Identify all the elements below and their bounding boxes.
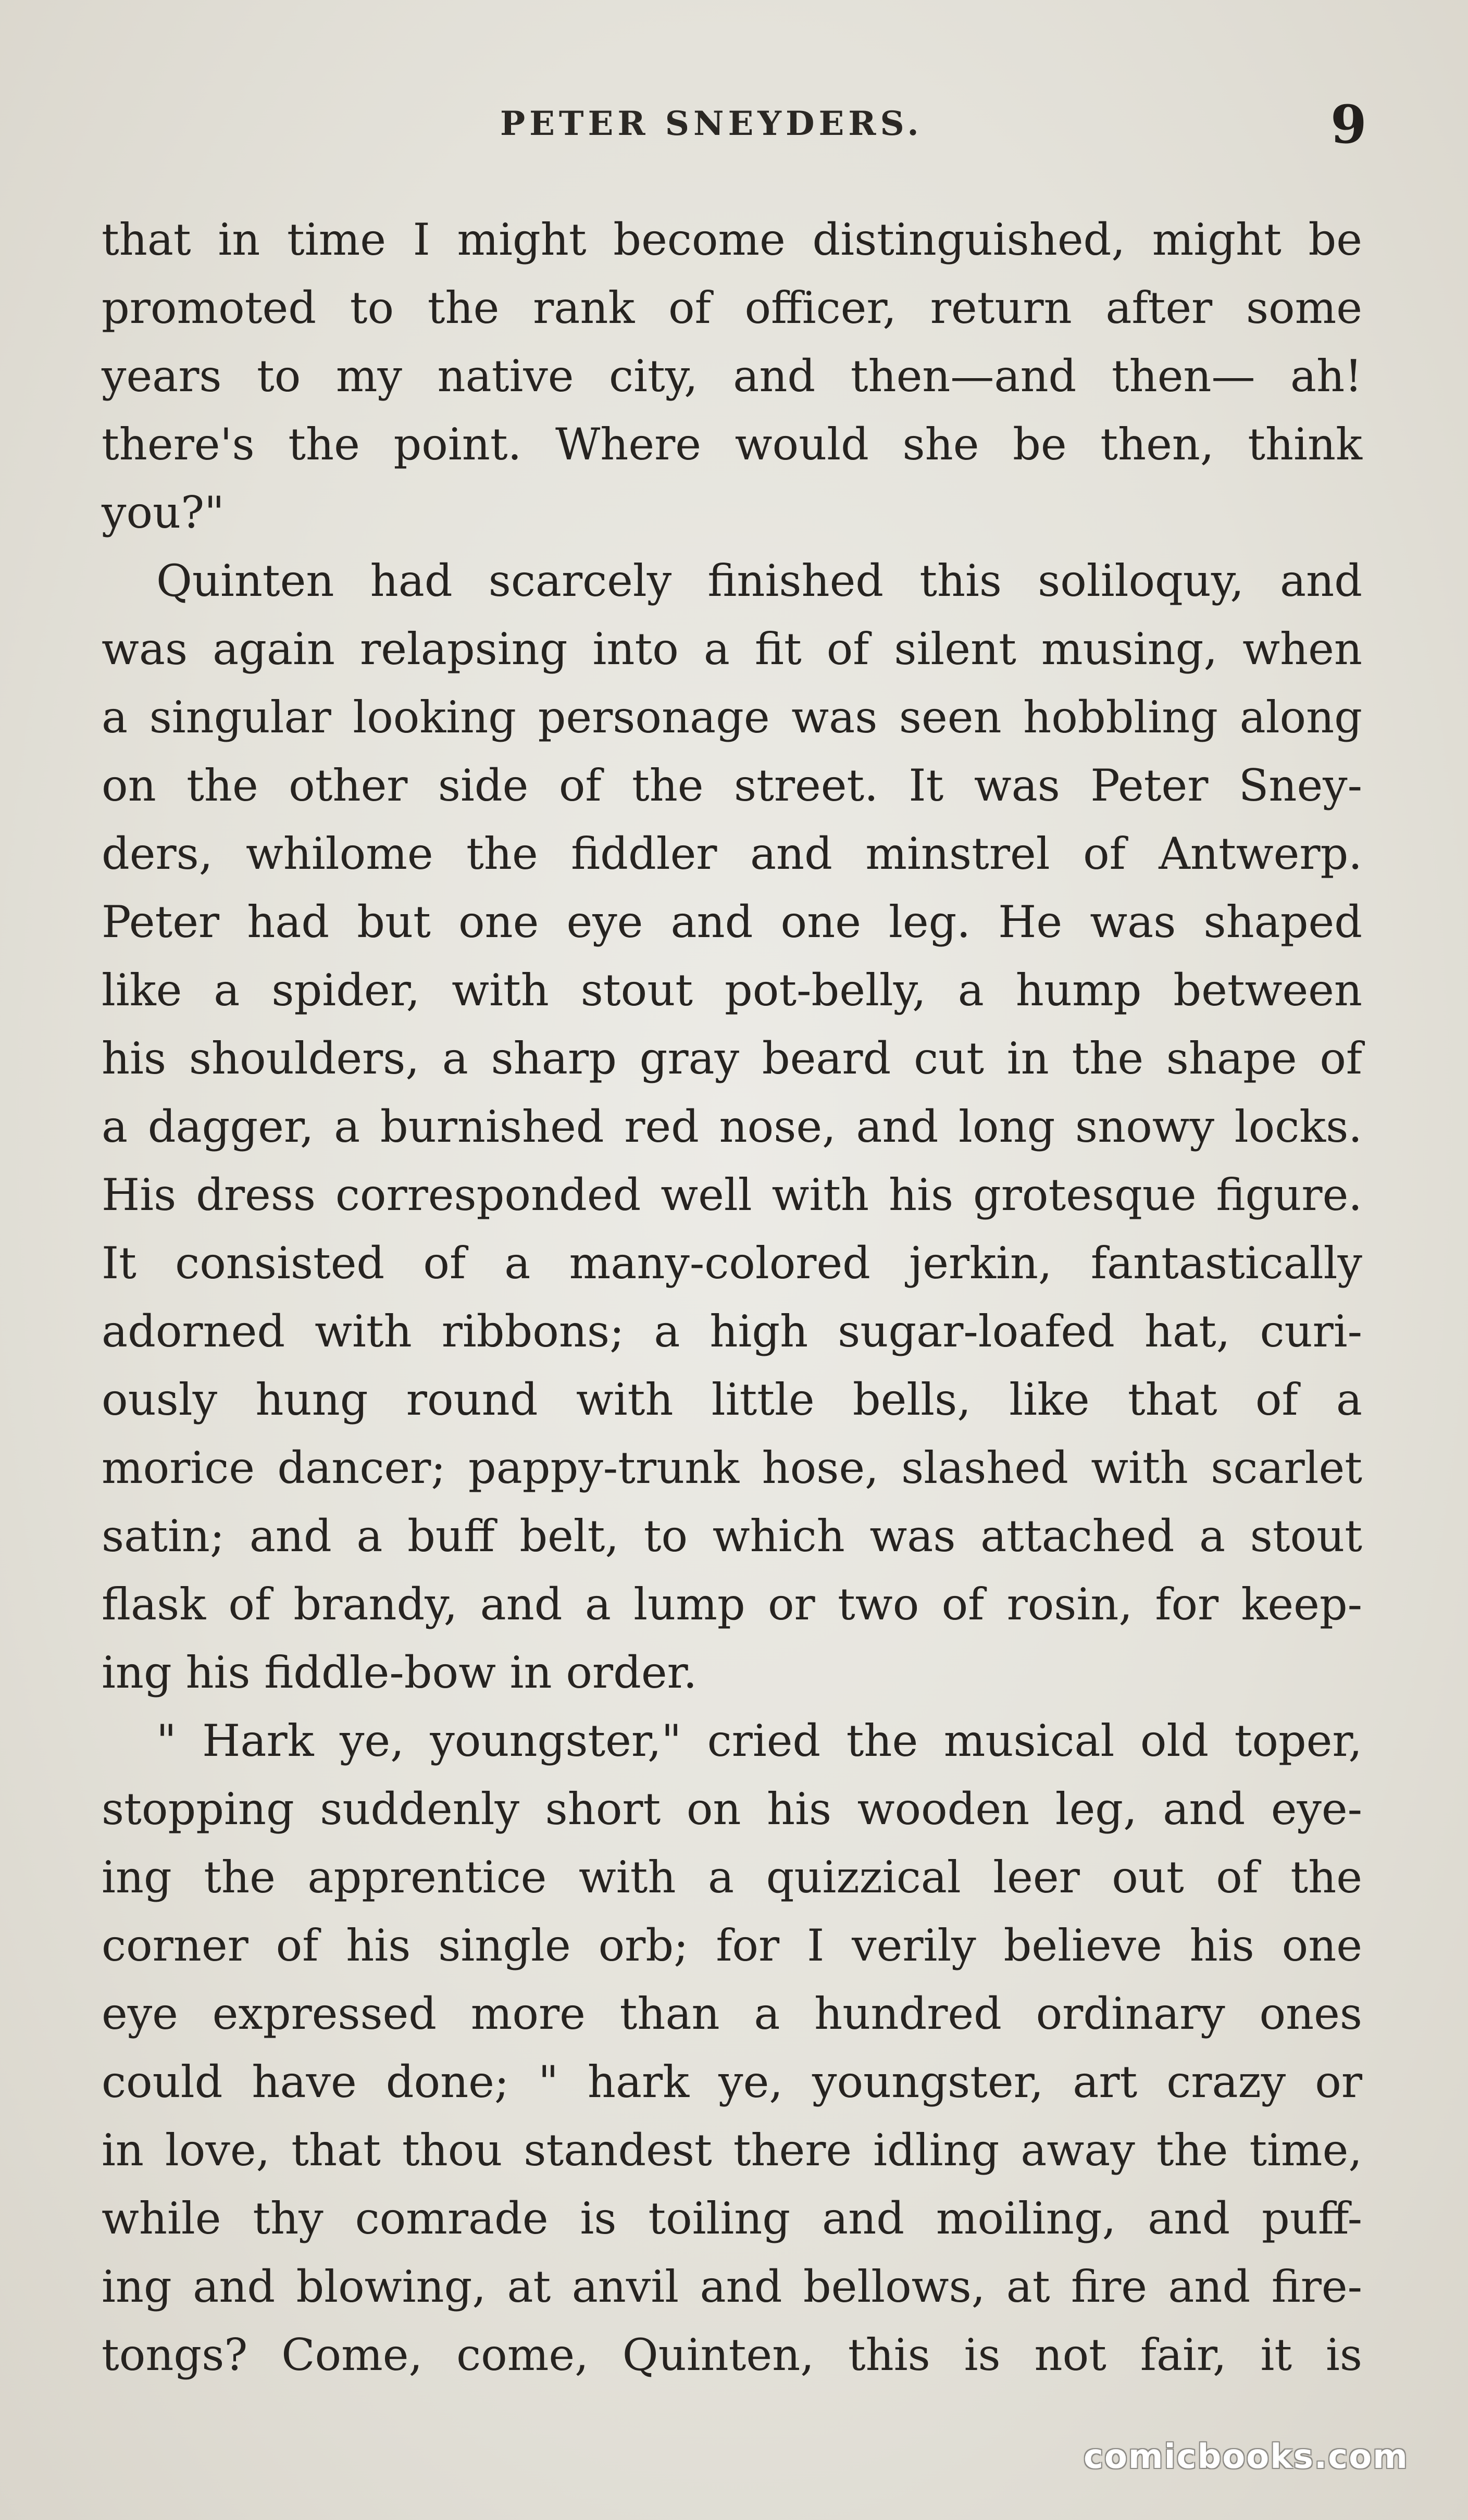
text-line: could have done; " hark ye, youngster, art crazy or	[102, 2056, 1362, 2107]
text-line: while thy comrade is toiling and moiling, and puff-	[102, 2193, 1362, 2244]
text-line: satin; and a buff belt, to which was attached a stout	[102, 1511, 1362, 1562]
text-line: stopping suddenly short on his wooden leg, and eye-	[102, 1783, 1362, 1835]
text-line: promoted to the rank of officer, return after some	[102, 282, 1362, 333]
text-line: Quinten had scarcely finished this soliloquy, and	[156, 555, 1362, 606]
text-line: you?"	[102, 487, 225, 538]
text-line: a dagger, a burnished red nose, and long snowy locks.	[102, 1101, 1362, 1152]
text-line: on the other side of the street. It was Peter Sney-	[102, 760, 1362, 811]
text-line: ders, whilome the fiddler and minstrel of Antwerp.	[102, 828, 1362, 879]
body-text	[102, 206, 1362, 2389]
text-line: his shoulders, a sharp gray beard cut in the shape of	[102, 1033, 1362, 1084]
text-line: It consisted of a many-colored jerkin, fantastically	[102, 1238, 1362, 1289]
page-number: 9	[1330, 94, 1367, 155]
text-line: flask of brandy, and a lump or two of rosin, for keep-	[102, 1579, 1362, 1630]
text-line: ing the apprentice with a quizzical leer out of the	[102, 1852, 1362, 1903]
text-line: a singular looking personage was seen hobbling along	[102, 692, 1362, 743]
text-line: tongs? Come, come, Quinten, this is not fair, it is	[102, 2329, 1362, 2380]
text-line: ing his fiddle-bow in order.	[102, 1647, 698, 1698]
text-line: ously hung round with little bells, like that of a	[102, 1374, 1362, 1425]
text-line: was again relapsing into a fit of silent musing, when	[102, 623, 1362, 675]
text-line: adorned with ribbons; a high sugar-loafed hat, curi-	[102, 1306, 1362, 1357]
text-line: " Hark ye, youngster," cried the musical old toper,	[156, 1715, 1362, 1766]
running-header: PETER SNEYDERS.	[500, 104, 923, 143]
text-line: corner of his single orb; for I verily believe his one	[102, 1920, 1362, 1971]
text-line: ing and blowing, at anvil and bellows, at fire and fire-	[102, 2261, 1362, 2312]
text-line: His dress corresponded well with his grotesque figure.	[102, 1169, 1362, 1220]
text-line: in love, that thou standest there idling away the time,	[102, 2125, 1362, 2176]
text-line: there's the point. Where would she be then, think	[102, 419, 1362, 470]
text-line: morice dancer; pappy-trunk hose, slashed with scarlet	[102, 1442, 1362, 1493]
text-line: years to my native city, and then—and then— ah!	[102, 351, 1362, 402]
watermark-logo: comicbooks.com	[1084, 2438, 1409, 2476]
text-line: that in time I might become distinguished, might be	[102, 214, 1362, 265]
text-line: Peter had but one eye and one leg. He was shaped	[102, 896, 1362, 947]
text-line: like a spider, with stout pot-belly, a hump between	[102, 965, 1362, 1016]
text-line: eye expressed more than a hundred ordinary ones	[102, 1988, 1362, 2039]
